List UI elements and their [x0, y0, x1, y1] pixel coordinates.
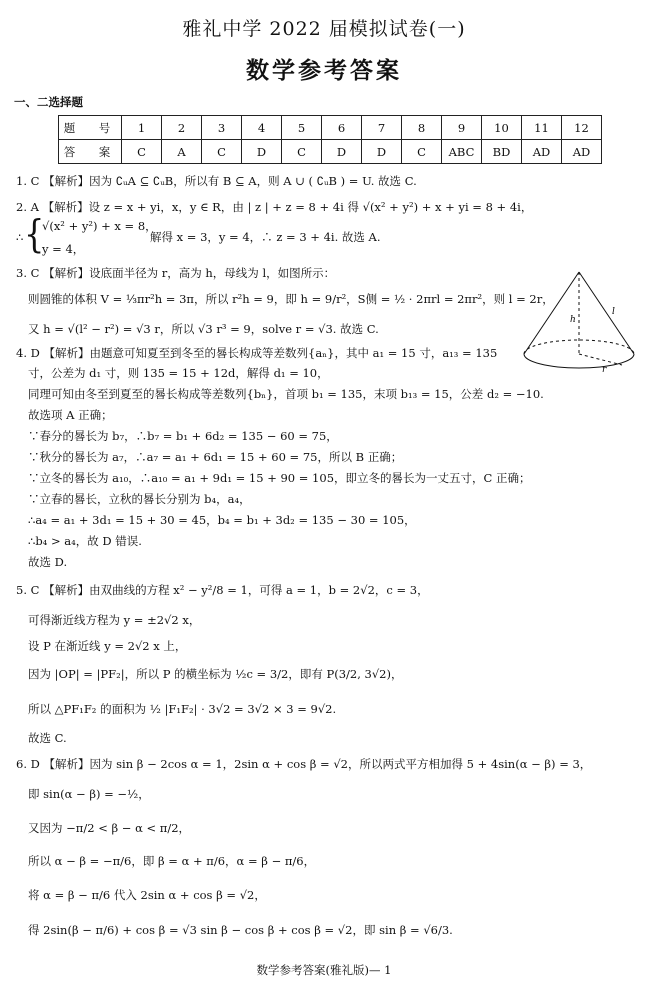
answer-table [58, 115, 602, 164]
solution-4-line2: 寸，公差为 d₁ 寸，则 135 = 15 + 12d，解得 d₁ = 10， [28, 366, 329, 380]
system-eq-1: √(x² + y²) + x = 8， [42, 219, 157, 233]
therefore-symbol: ∴ [16, 230, 24, 244]
answer-cell: D [242, 140, 282, 164]
solution-3-volume: 则圆锥的体积 V = ⅓πr²h = 3π，所以 r²h = 9，即 h = 9/r²，S侧 = ½ · 2πrl = 2πr²，则 l = 2r， [28, 292, 554, 306]
system-eq-2: y = 4， [42, 242, 85, 256]
cone-figure [518, 268, 640, 378]
solution-4-line4: 故选项 A 正确； [28, 408, 113, 422]
solution-6-line2: 即 sin(α − β) = −½， [28, 787, 150, 801]
answer-row [59, 140, 602, 164]
question-number-cell: 8 [402, 116, 442, 140]
answer-cell: BD [482, 140, 522, 164]
solution-6-line5: 将 α = β − π/6 代入 2sin α + cos β = √2， [28, 888, 266, 902]
solution-4-line5: ∵春分的晷长为 b₇，∴b₇ = b₁ + 6d₂ = 135 − 60 = 75， [28, 429, 338, 443]
solution-4-line7: ∵立冬的晷长为 a₁₀，∴a₁₀ = a₁ + 9d₁ = 15 + 90 = 105，即立冬的晷长为一丈五寸，C 正确； [28, 471, 531, 485]
solution-4-line3: 同理可知由冬至到夏至的晷长构成等差数列{bₙ}，首项 b₁ = 135，末项 b₁₃ = 15，公差 d₂ = −10. [28, 387, 544, 401]
exam-title: 雅礼中学 2022 届模拟试卷(一) [182, 18, 466, 40]
answer-cell: ABC [442, 140, 482, 164]
question-number-cell: 5 [282, 116, 322, 140]
radius-label: r [602, 365, 607, 375]
answer-cell: C [202, 140, 242, 164]
answer-cell: D [362, 140, 402, 164]
question-number-cell: 3 [202, 116, 242, 140]
solution-5: 5. C 【解析】由双曲线的方程 x² − y²/8 = 1，可得 a = 1，b = 2√2，c = 3， [16, 583, 429, 597]
solution-4-line8: ∵立春的晷长，立秋的晷长分别为 b₄，a₄， [28, 492, 251, 506]
solution-6: 6. D 【解析】因为 sin β − 2cos α = 1，2sin α + cos β = √2，所以两式平方相加得 5 + 4sin(α − β) = 3， [16, 757, 592, 771]
row-label-number: 题 号 [59, 116, 122, 140]
question-number-cell: 1 [122, 116, 162, 140]
solution-1: 1. C 【解析】因为 ∁ᵤA ⊆ ∁ᵤB，所以有 B ⊆ A，则 A ∪ ( ∁ᵤB ) = U. 故选 C. [16, 174, 417, 188]
question-number-cell: 9 [442, 116, 482, 140]
answer-cell: A [162, 140, 202, 164]
row-label-answer: 答 案 [59, 140, 122, 164]
answer-key-title: 数学参考答案 [246, 58, 402, 84]
answer-cell: AD [562, 140, 602, 164]
question-number-cell: 10 [482, 116, 522, 140]
answer-cell: C [402, 140, 442, 164]
solution-5-line3: 设 P 在渐近线 y = 2√2 x 上， [28, 639, 187, 653]
solution-6-line3: 又因为 −π/2 < β − α < π/2， [28, 821, 191, 835]
solution-4-line9: ∴a₄ = a₁ + 3d₁ = 15 + 30 = 45，b₄ = b₁ + 3d₂ = 135 − 30 = 105， [28, 513, 416, 527]
question-number-row [59, 116, 602, 140]
answer-cell: AD [522, 140, 562, 164]
solution-4: 4. D 【解析】由题意可知夏至到冬至的晷长构成等差数列{aₙ}，其中 a₁ = 15 寸，a₁₃ = 135 [16, 346, 498, 360]
question-number-cell: 2 [162, 116, 202, 140]
solution-6-line4: 所以 α − β = −π/6，即 β = α + π/6，α = β − π/6， [28, 854, 316, 868]
answer-cell: D [322, 140, 362, 164]
question-number-cell: 12 [562, 116, 602, 140]
solution-5-line5: 所以 △PF₁F₂ 的面积为 ½ |F₁F₂| · 3√2 = 3√2 × 3 = 9√2. [28, 702, 337, 716]
solution-2-result: 解得 x = 3，y = 4，∴ z = 3 + 4i. 故选 A. [150, 230, 381, 244]
solution-3-result: 又 h = √(l² − r²) = √3 r，所以 √3 r³ = 9，solve r = √3. 故选 C. [28, 322, 379, 336]
system-brace: { [24, 211, 45, 257]
solution-4-line11: 故选 D. [28, 555, 68, 569]
question-number-cell: 4 [242, 116, 282, 140]
solution-4-line10: ∴b₄ > a₄，故 D 错误. [28, 534, 142, 548]
question-number-cell: 7 [362, 116, 402, 140]
solution-4-line6: ∵秋分的晷长为 a₇，∴a₇ = a₁ + 6d₁ = 15 + 60 = 75，所以 B 正确； [28, 450, 403, 464]
solution-5-line4: 因为 |OP| = |PF₂|，所以 P 的横坐标为 ½c = 3/2，即有 P(3/2, 3√2)， [28, 667, 403, 681]
page-footer: 数学参考答案(雅礼版)— 1 [256, 963, 392, 977]
answer-cell: C [282, 140, 322, 164]
slant-label: l [612, 307, 615, 317]
question-number-cell: 11 [522, 116, 562, 140]
height-label: h [570, 315, 576, 325]
solution-5-line6: 故选 C. [28, 731, 67, 745]
solution-2: 2. A 【解析】设 z = x + yi，x，y ∈ R，由 | z | + z = 8 + 4i 得 √(x² + y²) + x + yi = 8 + 4i， [16, 200, 533, 214]
solution-3: 3. C 【解析】设底面半径为 r，高为 h，母线为 l，如图所示： [16, 266, 336, 280]
solution-6-line6: 得 2sin(β − π/6) + cos β = √3 sin β − cos β + cos β = √2，即 sin β = √6/3. [28, 923, 453, 937]
section-heading: 一、二选择题 [14, 95, 83, 109]
solution-5-line2: 可得渐近线方程为 y = ±2√2 x， [28, 613, 201, 627]
question-number-cell: 6 [322, 116, 362, 140]
answer-cell: C [122, 140, 162, 164]
